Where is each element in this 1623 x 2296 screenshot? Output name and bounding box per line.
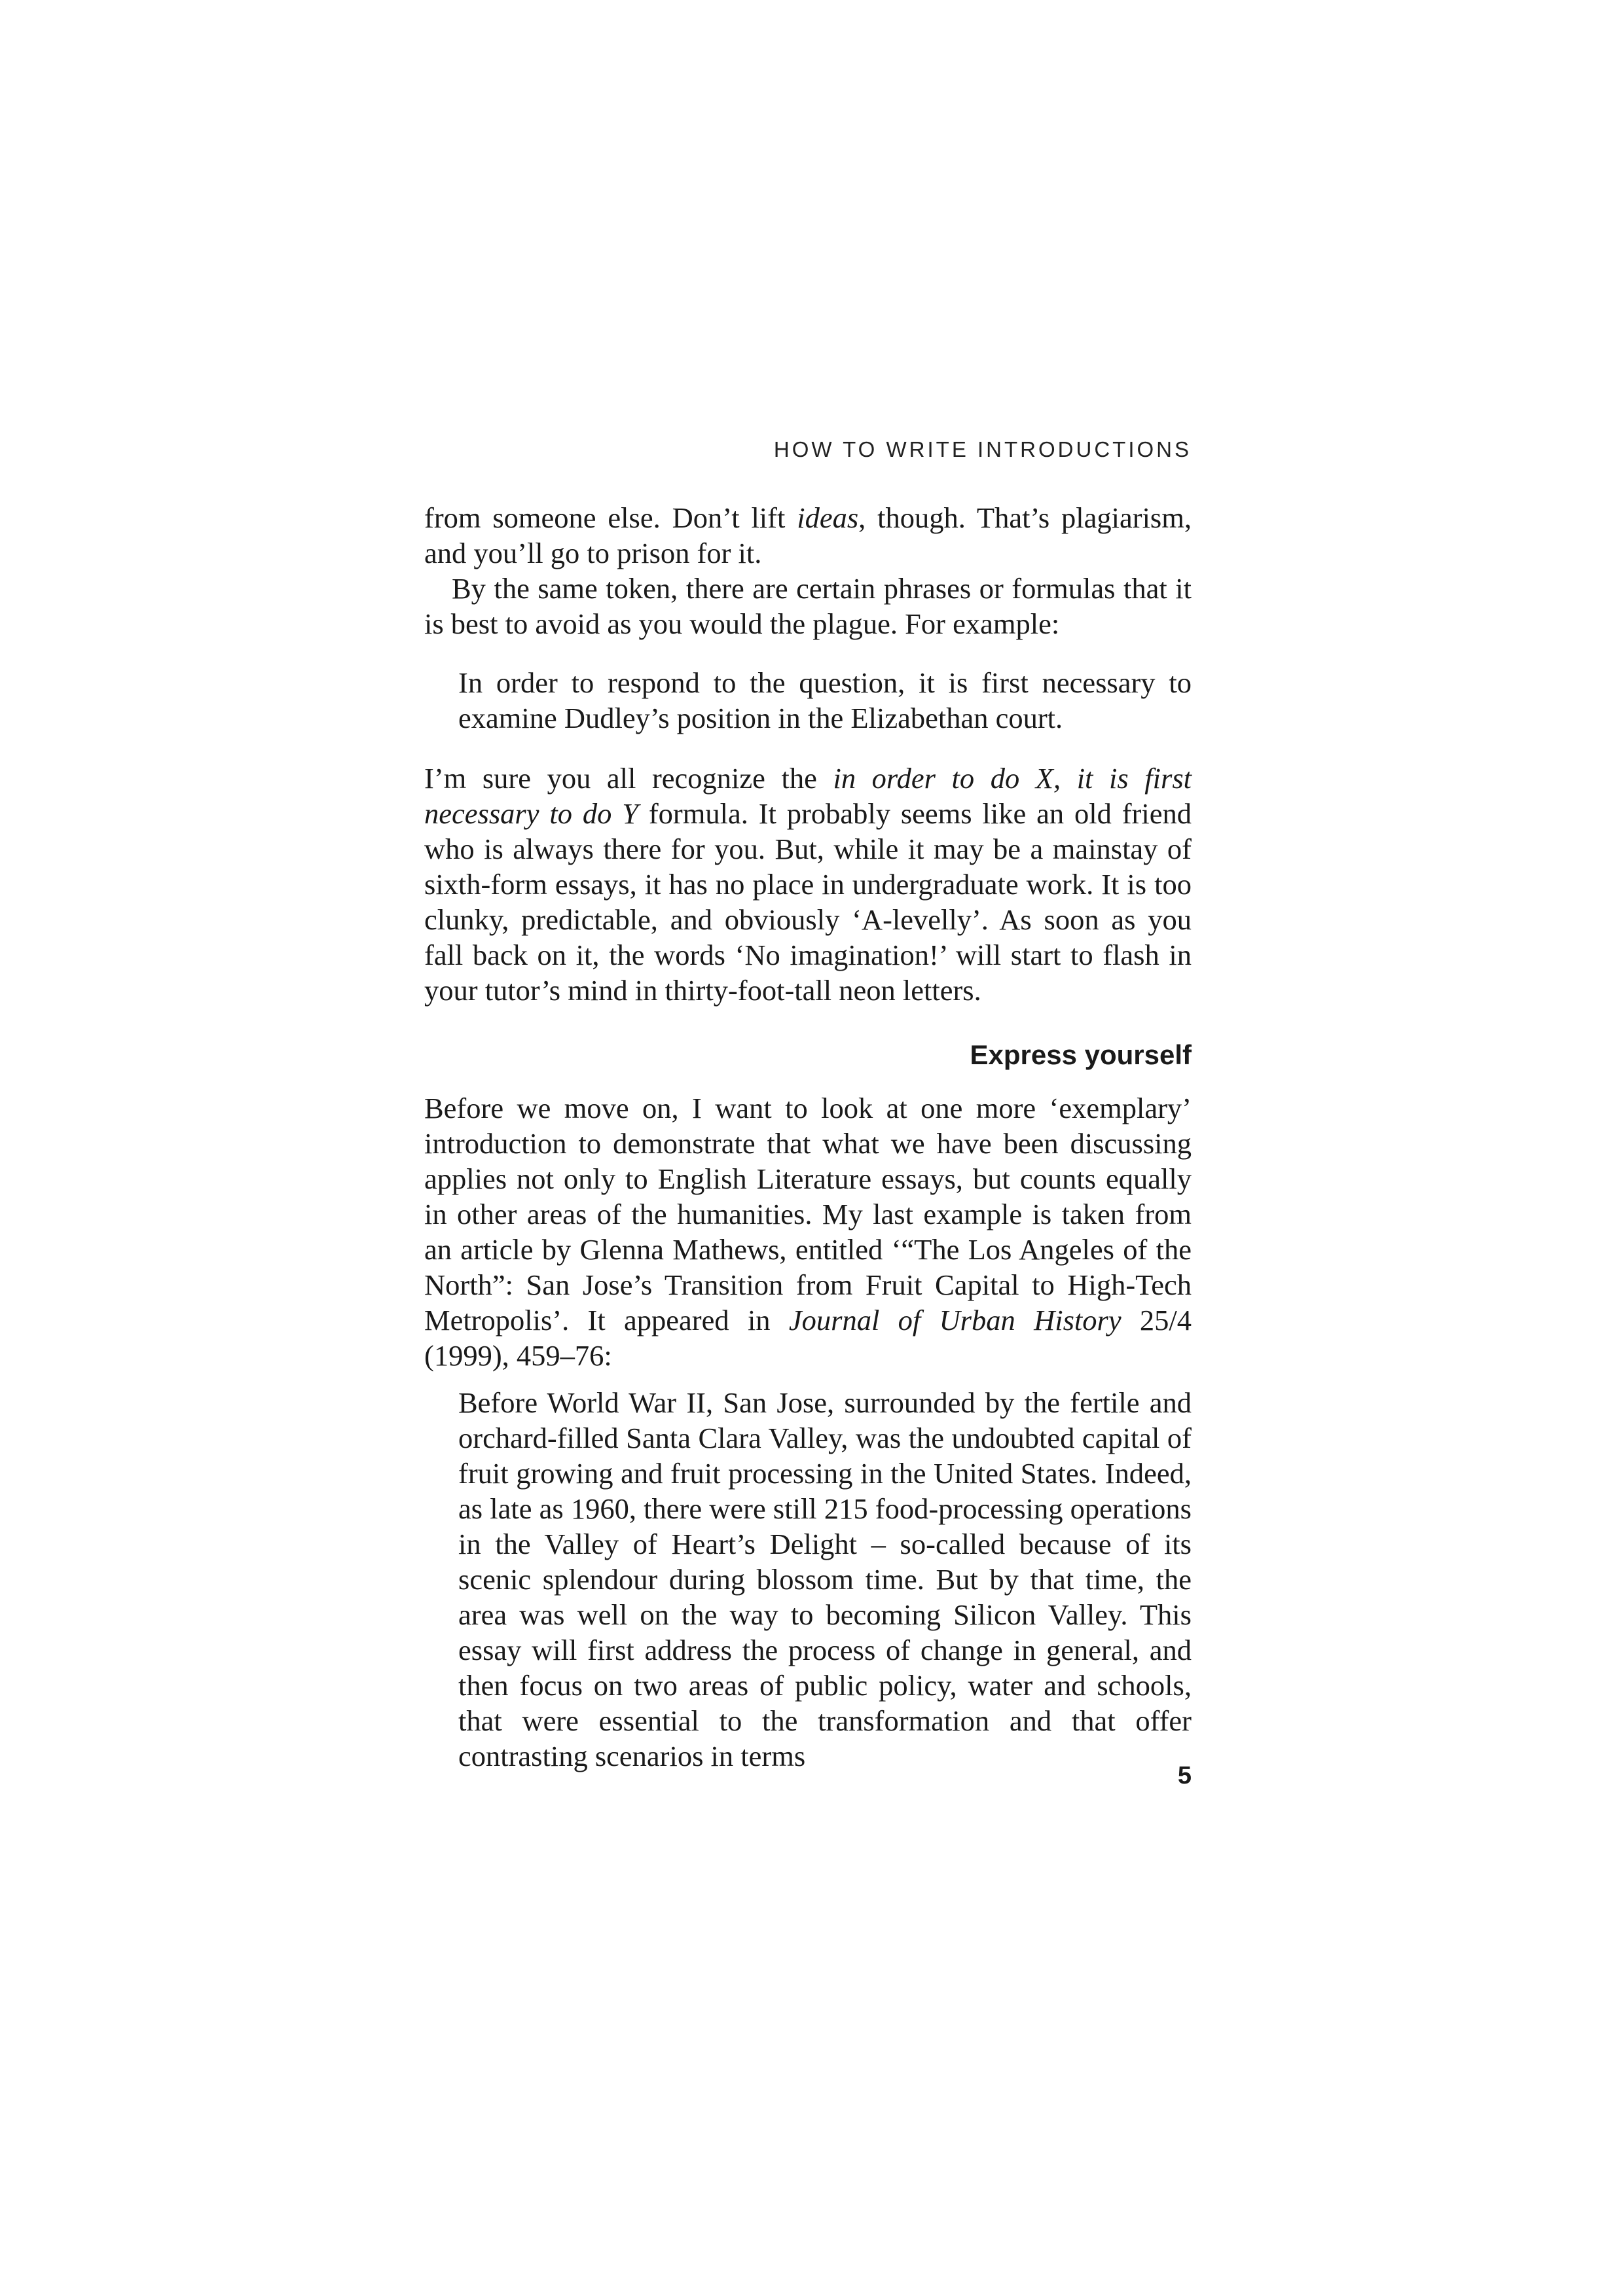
block-quote-2: Before World War II, San Jose, surrounded by the fertile and orchard-filled Santa Clara Valley, was the undoubted capital of fruit growing and fruit processing in the United States. Indeed, as late as 1960, there were still 215 food-processing operations in the Valley of Heart’s Delight – so-called because of its scenic splendour during blossom time. But by that time, the area was well on the way to becoming Silicon Valley. This essay will first address the process of change in general, and then focus on two areas of public policy, water and schools, that were essential to the transformation and that offer contrasting scenarios in terms <box>458 1386 1192 1772</box>
section-heading: Express yourself <box>970 1039 1192 1070</box>
block-quote-1: In order to respond to the question, it is first necessary to examine Dudley’s position in the Elizabethan court. <box>458 666 1192 734</box>
paragraph-continuation <box>424 500 1192 641</box>
paragraph-2: By the same token, there are certain phrases or formulas that it is best to avoid as you would the plague. For example: <box>424 572 1192 640</box>
page-number: 5 <box>1177 1762 1192 1789</box>
paragraph-4: Before we move on, I want to look at one more ‘exemplary’ introduction to demonstrate that what we have been discussing applies not only to English Literature essays, but counts equally in other areas of the humanities. My last example is taken from an article by Glenna Mathews, entitled ‘“The Los Angeles of the North”: San Jose’s Transition from Fruit Capital to High-Tech Metropolis’. It appeared in Journal of Urban History 25/4 (1999), 459–76: <box>424 1092 1192 1372</box>
paragraph-1: from someone else. Don’t lift ideas, though. That’s plagiarism, and you’ll go to prison for it. <box>424 501 1192 569</box>
paragraph-3: I’m sure you all recognize the in order to do X, it is first necessary to do Y formula. It probably seems like an old friend who is always there for you. But, while it may be a mainstay of sixth-form essays, it has no place in undergraduate work. It is too clunky, predictable, and obviously ‘A-levelly’. As soon as you fall back on it, the words ‘No imagination!’ will start to flash in your tutor’s mind in thirty-foot-tall neon letters. <box>424 762 1192 1007</box>
running-head: HOW TO WRITE INTRODUCTIONS <box>773 437 1192 461</box>
